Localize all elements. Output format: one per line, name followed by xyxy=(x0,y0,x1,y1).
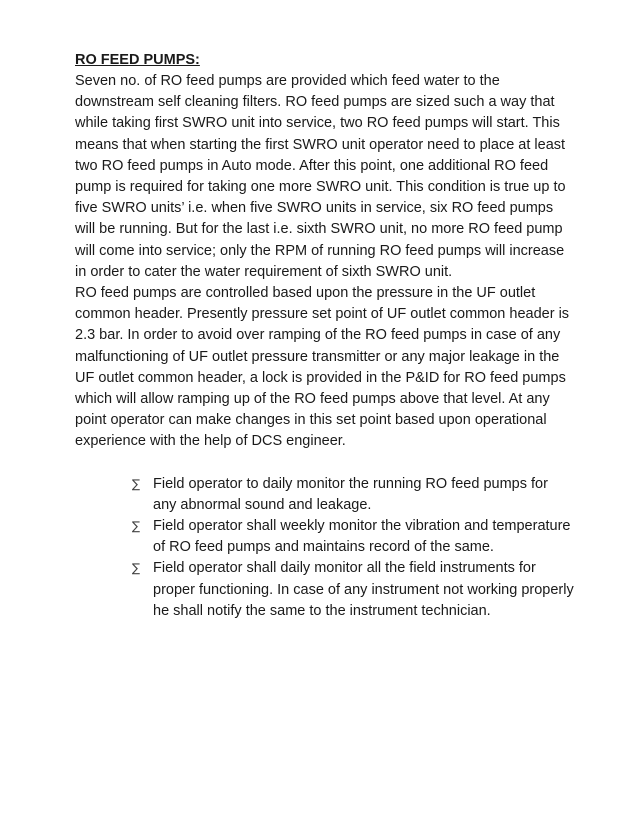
list-item-text: Field operator shall daily monitor all the field instruments for proper functioning. In case of any instrument not working properly he shall notify the same to the instrument technician. xyxy=(153,560,574,619)
list-item xyxy=(132,474,575,516)
list-item-text: Field operator to daily monitor the running RO feed pumps for any abnormal sound and leakage. xyxy=(153,475,548,513)
list-item xyxy=(132,516,575,558)
section-heading: RO FEED PUMPS: xyxy=(75,52,200,68)
summation-bullet-icon: ∑ xyxy=(132,561,141,576)
paragraph-spacer xyxy=(75,453,575,474)
summation-bullet-icon: ∑ xyxy=(132,519,141,534)
summation-bullet-icon: ∑ xyxy=(132,476,141,491)
paragraph-pump-control: RO feed pumps are controlled based upon the pressure in the UF outlet common header. Presently pressure set point of UF outlet common header is 2.3 bar. In order to avoid over ramping of the RO feed pumps in case of any malfunctioning of UF outlet pressure transmitter or any major leakage in the UF outlet common header, a lock is provided in the P&ID for RO feed pumps which will allow ramping up of the RO feed pumps above that level. At any point operator can make changes in this set point based upon operational experience with the help of DCS engineer. xyxy=(75,285,570,450)
operator-tasks-list xyxy=(75,474,575,622)
list-item-text: Field operator shall weekly monitor the vibration and temperature of RO feed pumps and maintains record of the same. xyxy=(153,518,571,556)
list-item xyxy=(132,558,575,622)
paragraph-pump-sizing: Seven no. of RO feed pumps are provided which feed water to the downstream self cleaning filters. RO feed pumps are sized such a way that while taking first SWRO unit into service, two RO feed pumps will start. This means that when starting the first SWRO unit operator need to place at least two RO feed pumps in Auto mode. After this point, one additional RO feed pump is required for taking one more SWRO unit. This condition is true up to five SWRO units’ i.e. when five SWRO units in service, six RO feed pumps will be running. But for the last i.e. sixth SWRO unit, no more RO feed pump will come into service; only the RPM of running RO feed pumps will increase in order to cater the water requirement of sixth SWRO unit. xyxy=(75,73,566,280)
document-page xyxy=(75,50,575,622)
